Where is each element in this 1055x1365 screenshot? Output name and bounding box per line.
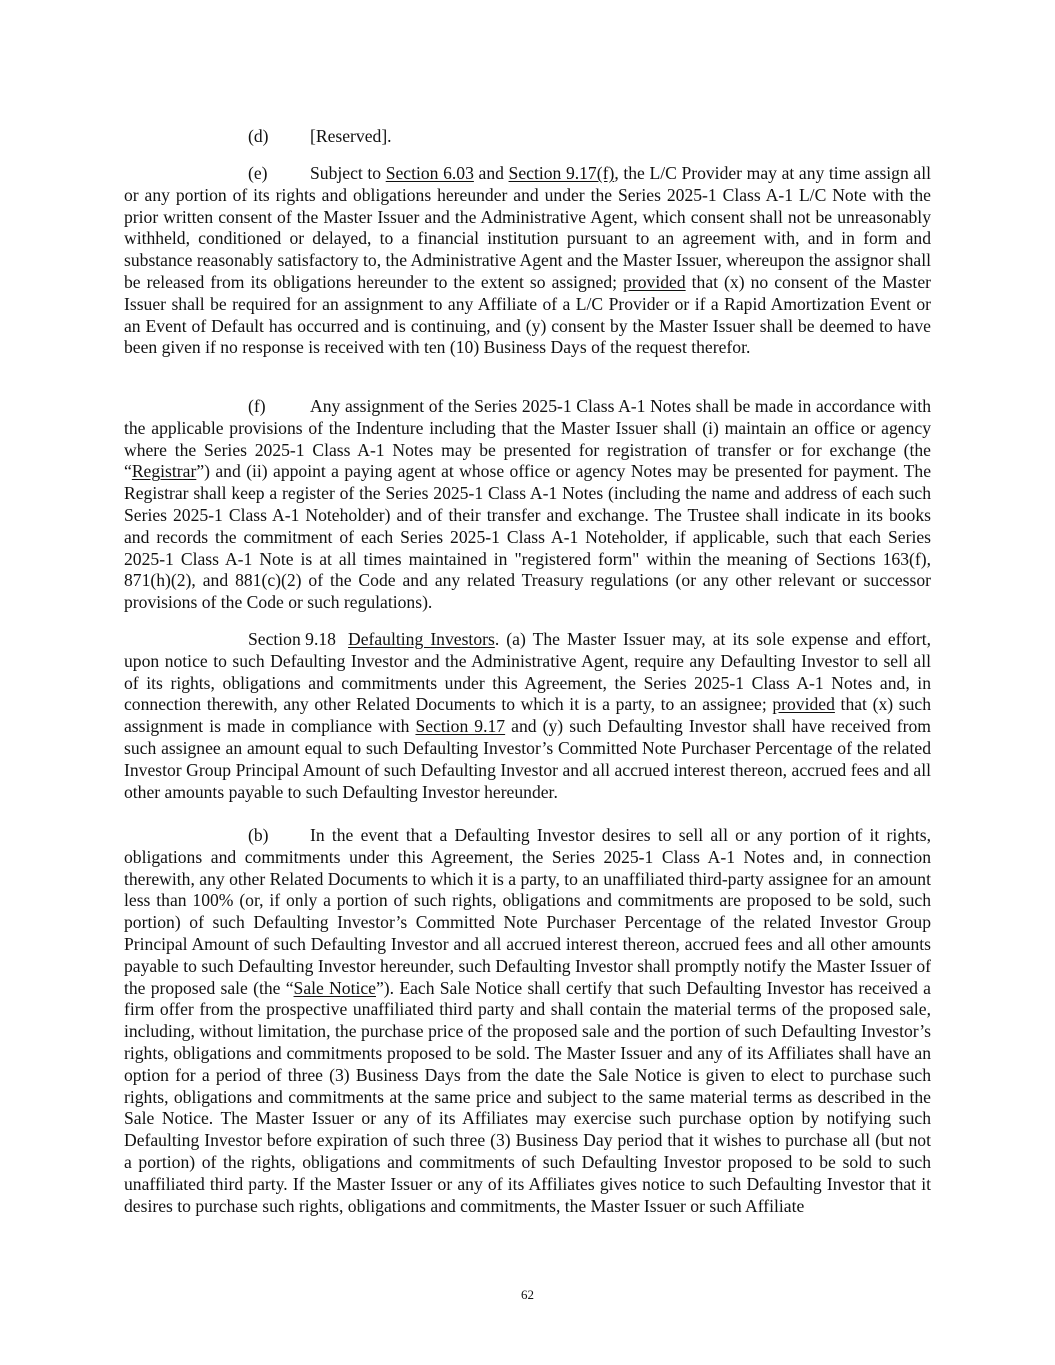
- paragraph-text: and (y) such Defaulting Investor shall have received from such assignee an amount equal to such Defaulting Investor’s Committed Note Purchaser Percentage of the related Investor Group Principal Amount of such Defaulting Investor and all accrued interest thereon, accrued fees and all other amounts payable to such Defaulting Investor hereunder.: [124, 716, 931, 802]
- paragraph-text: In the event that a Defaulting Investor desires to sell all or any portion of it rights, obligations and commitments under this Agreement, the Series 2025-1 Class A-1 Notes and, in connection therewith, any other Related Documents to which it is a party, to an unaffiliated third-party assignee for an amount less than 100% (or, if only a portion of such rights, obligations and commitments are proposed to be sold, such portion) of such Defaulting Investor’s Committed Note Purchaser Percentage of the related Investor Group Principal Amount of such Defaulting Investor and all accrued interest thereon, accrued fees and all other amounts payable to such Defaulting Investor hereunder, such Defaulting Investor shall promptly notify the Master Issuer of the proposed sale (the “: [124, 825, 931, 998]
- paragraph-text: that (x) such assignment is made in compliance with: [124, 694, 931, 737]
- section-9-17-reference: Section 9.17: [415, 716, 506, 737]
- paragraph-e: [124, 163, 931, 359]
- page-number: 62: [521, 1287, 534, 1302]
- section-heading: Defaulting Investors: [348, 629, 495, 649]
- registrar-term: Registrar: [131, 461, 197, 482]
- paragraph-text: ”) and (ii) appoint a paying agent at whose office or agency Notes may be presented for payment. The Registrar shall keep a register of the Series 2025-1 Class A-1 Notes (including the name and address of each such Series 2025-1 Class A-1 Noteholder) and of their transfer and exchange. The Trustee shall indicate in its books and records the commitment of each Series 2025-1 Class A-1 Noteholder, if applicable, such that each Series 2025-1 Class A-1 Note is at all times maintained in "registered form" within the meaning of Sections 163(f), 871(h)(2), and 881(c)(2) of the Code and any related Treasury regulations (or any other relevant or successor provisions of the Code or such regulations).: [124, 461, 931, 613]
- section-9-18: [124, 629, 931, 803]
- paragraph-label: (d): [248, 126, 269, 146]
- section-6-03-reference: Section 6.03: [385, 163, 474, 183]
- paragraph-b: [124, 825, 931, 1217]
- paragraph-label: (b): [248, 825, 269, 845]
- paragraph-text: that (x) no consent of the Master Issuer shall be required for an assignment to any Affiliate of a L/C Provider or if a Rapid Amortization Event or an Event of Default has occurred and is continuing, and (y) consent by the Master Issuer shall be deemed to have been given if no response is received with ten (10) Business Days of the request therefor.: [124, 271, 931, 358]
- paragraph-f: [124, 396, 931, 614]
- paragraph-text: Subject to: [310, 163, 386, 183]
- paragraph-text: . (a) The Master Issuer may, at its sole expense and effort, upon notice to such Defaulting Investor and the Administrative Agent, require any Defaulting Investor to sell all of its rights, obligations and commitments under this Agreement, the Series 2025-1 Class A-1 Notes and, in connection therewith, any other Related Documents to which it is a party, to an assignee;: [124, 629, 932, 715]
- paragraph-d: [124, 126, 931, 148]
- paragraph-text: and: [473, 163, 509, 183]
- sale-notice-term: Sale Notice: [293, 977, 376, 998]
- paragraph-text: [Reserved].: [310, 126, 392, 146]
- provided-term: provided: [623, 271, 686, 292]
- provided-term: provided: [772, 694, 835, 715]
- section-9-17f-reference: Section 9.17(f): [508, 163, 615, 183]
- paragraph-label: (e): [248, 163, 268, 183]
- paragraph-label: (f): [248, 396, 266, 416]
- paragraph-text: ”). Each Sale Notice shall certify that such Defaulting Investor has received a firm offer from the prospective unaffiliated third party and shall contain the material terms of the proposed sale, including, without limitation, the purchase price of the proposed sale and the portion of such Defaulting Investor’s rights, obligations and commitments proposed to be sold. The Master Issuer and any of its Affiliates shall have an option for a period of three (3) Business Days from the date the Sale Notice is given to elect to purchase such rights, obligations and commitments at the same price and subject to the same material terms as described in the Sale Notice. The Master Issuer or any of its Affiliates may exercise such purchase option by notifying such Defaulting Investor before expiration of such three (3) Business Day period that it wishes to purchase all (but not a portion) of the rights, obligations and commitments of such Defaulting Investor proposed to be sold to such unaffiliated third party. If the Master Issuer or any of its Affiliates gives notice to such Defaulting Investor that it desires to purchase such rights, obligations and commitments, the Master Issuer or such Affiliate: [124, 977, 931, 1216]
- paragraph-text: , the L/C Provider may at any time assign all or any portion of its rights and obligations hereunder and under the Series 2025-1 Class A-1 L/C Note with the prior written consent of the Master Issuer and the Administrative Agent, which consent shall not be unreasonably withheld, conditioned or delayed, to a financial institution pursuant to an agreement with, and in form and substance reasonably satisfactory to, the Administrative Agent and the Master Issuer, whereupon the assignor shall be released from its obligations hereunder to the extent so assigned;: [124, 163, 931, 292]
- section-label: Section 9.18: [248, 629, 336, 649]
- paragraph-text: Any assignment of the Series 2025-1 Class A-1 Notes shall be made in accordance with the applicable provisions of the Indenture including that the Master Issuer shall (i) maintain an office or agency where the Series 2025-1 Class A-1 Notes may be presented for registration of transfer or for exchange (the “: [124, 396, 931, 482]
